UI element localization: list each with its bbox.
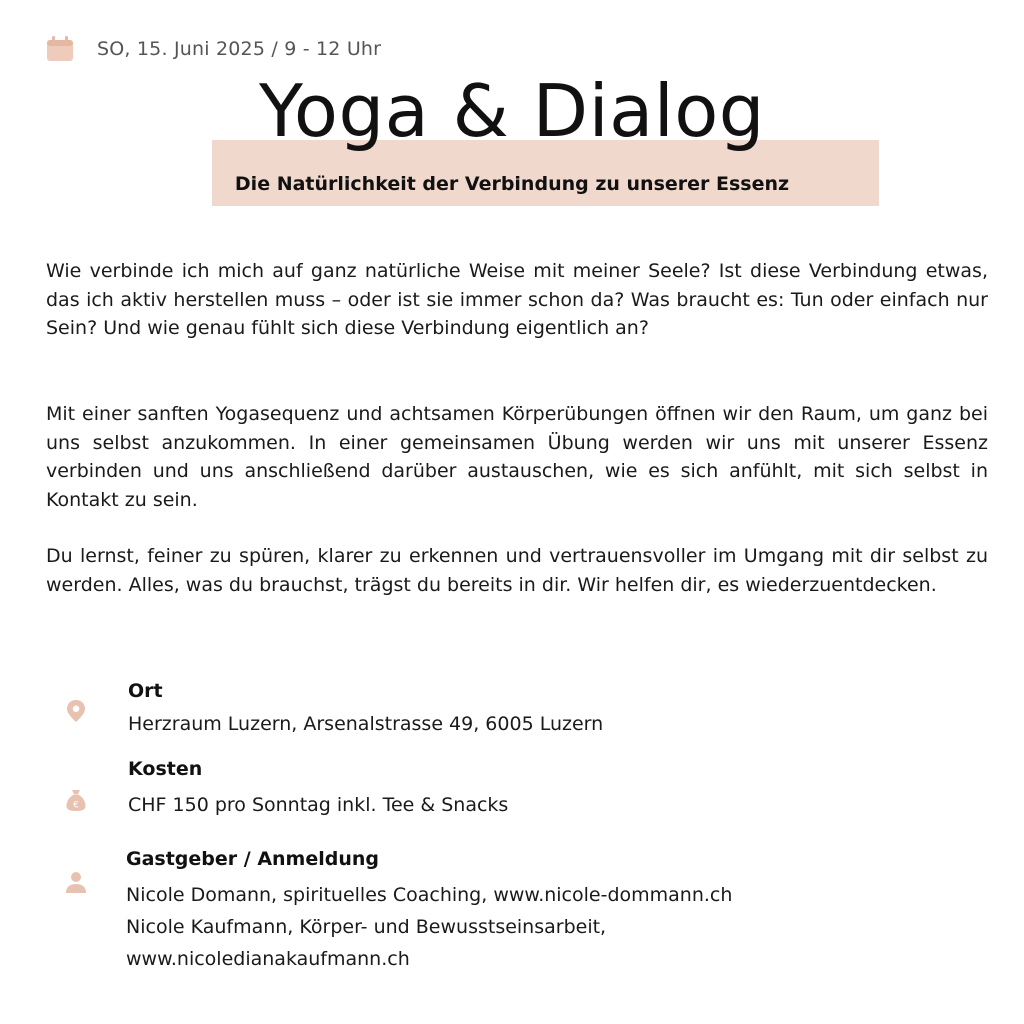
host-line: Nicole Domann, spirituelles Coaching, www.nicole-dommann.ch bbox=[126, 884, 733, 906]
description-paragraph: Mit einer sanften Yogasequenz und achtsamen Körperübungen öffnen wir den Raum, um ganz bei uns selbst anzukommen. In einer gemeinsamen Übung werden wir uns mit unserer Essenz verbinden und uns anschließend darüber austauschen, wie es sich anfühlt, mit sich selbst in Kontakt zu sein. bbox=[46, 403, 988, 511]
event-date: SO, 15. Juni 2025 / 9 - 12 Uhr bbox=[97, 38, 382, 60]
location-text: Herzraum Luzern, Arsenalstrasse 49, 6005 Luzern bbox=[128, 713, 604, 735]
description-paragraph: Du lernst, feiner zu spüren, klarer zu erkennen und vertrauensvoller im Umgang mit dir selbst zu werden. Alles, was du brauchst, trägst du bereits in dir. Wir helfen dir, es wiederzuentdecken. bbox=[46, 545, 988, 596]
event-subtitle: Die Natürlichkeit der Verbindung zu unserer Essenz bbox=[234, 173, 790, 195]
person-icon bbox=[64, 870, 88, 894]
cost-text: CHF 150 pro Sonntag inkl. Tee & Snacks bbox=[128, 794, 509, 816]
calendar-icon bbox=[46, 36, 74, 62]
host-line: Nicole Kaufmann, Körper- und Bewusstseinsarbeit, bbox=[126, 916, 607, 938]
location-heading: Ort bbox=[128, 680, 163, 702]
description-paragraph: Wie verbinde ich mich auf ganz natürliche Weise mit meiner Seele? Ist diese Verbindung etwas, das ich aktiv herstellen muss – oder ist sie immer schon da? Was braucht es: Tun oder einfach nur Sein? Und wie genau fühlt sich diese Verbindung eigentlich an? bbox=[46, 260, 988, 339]
svg-text:€: € bbox=[73, 800, 79, 811]
cost-heading: Kosten bbox=[128, 758, 203, 780]
event-title: Yoga & Dialog bbox=[258, 69, 766, 153]
event-date-row bbox=[46, 36, 381, 62]
host-website: www.nicoledianakaufmann.ch bbox=[126, 948, 410, 970]
hosts-heading: Gastgeber / Anmeldung bbox=[126, 848, 380, 870]
location-pin-icon bbox=[64, 699, 88, 723]
money-bag-icon bbox=[64, 788, 88, 812]
